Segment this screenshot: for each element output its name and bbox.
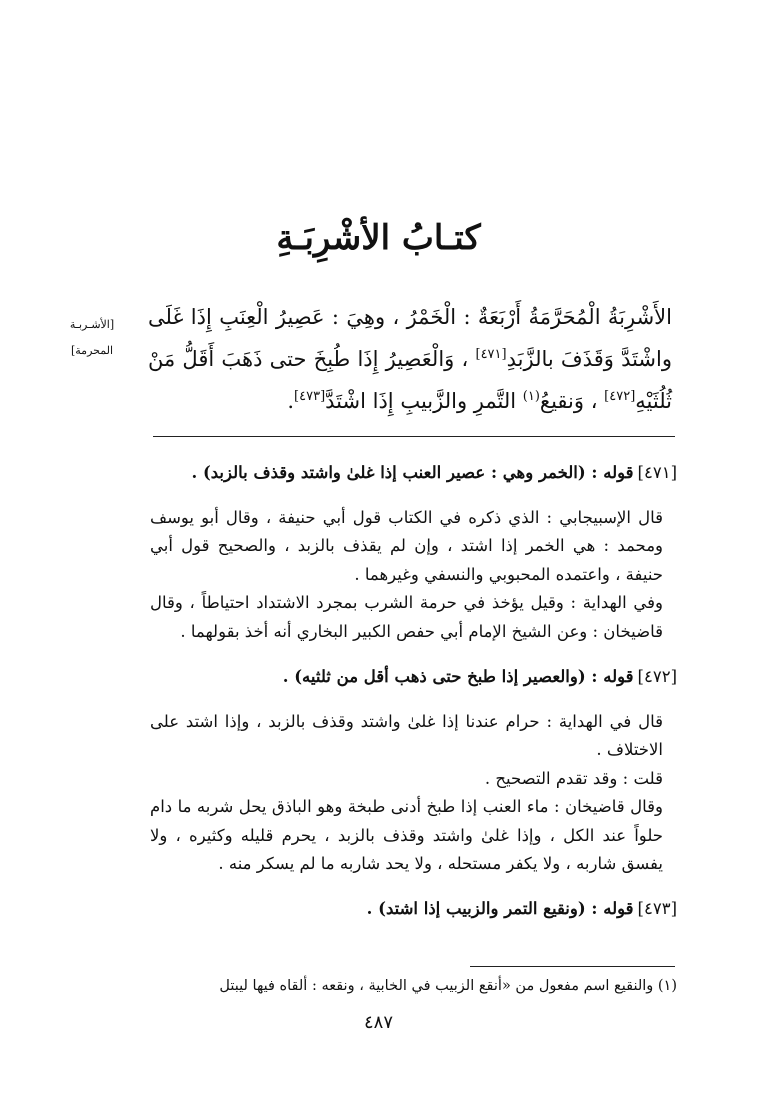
commentary-entry — [150, 895, 677, 924]
footnote: (١) والنقيع اسم مفعول من «أنقع الزبيب في الخابية ، ونقعه : ألقاه فيها ليبتل — [219, 978, 677, 994]
commentary-paragraph: قال الإسبيجابي : الذي ذكره في الكتاب قول أبي حنيفة ، وقال أبو يوسف ومحمد : هي الخمر إذا اشتد ، وإن لم يقذف بالزبد ، والصحيح قول أبي حنيفة ، واعتمده المحبوبي والنسفي وغيرهما . — [150, 507, 663, 584]
margin-note: [الأشـربـة المحرمة] — [69, 318, 115, 357]
section-divider — [153, 436, 675, 437]
footnote-divider — [470, 966, 675, 967]
main-text-paragraph — [148, 298, 672, 420]
commentary-paragraph: قال في الهداية : حرام عندنا إذا غلىٰ واشتد وقذف بالزبد ، وإذا اشتد على الاختلاف . — [150, 711, 663, 759]
main-text-part: التَّمرِ والزَّبيبِ إِذَا اشْتَدَّ — [325, 389, 517, 413]
commentary-body — [150, 504, 677, 647]
commentary-paragraph: وقال قاضيخان : ماء العنب إذا طبخ أدنى طبخة وهو الباذق يحل شربه ما دام حلواً عند الكل ، وإذا غلىٰ واشتد وقذف بالزبد ، يحرم قليله وكثيره ، ولا يفسق شاربه ، ولا يكفر مستحله ، ولا يحد شاربه ما لم يسكر منه . — [150, 797, 663, 873]
entry-number: [٤٧٢] — [637, 666, 677, 686]
commentary-heading — [150, 459, 677, 488]
entry-number: [٤٧٣] — [637, 899, 677, 918]
commentary-reference: [٤٧٣] — [294, 389, 326, 404]
main-text-part: ، وَالْعَصِيرُ إِذَا طُبِخَ حتى ذَهَبَ أَقَلُّ مَنْ ثُلُثَيْهِ — [148, 347, 672, 413]
commentary-heading — [150, 895, 677, 924]
commentary-body — [150, 708, 677, 879]
commentary — [150, 442, 677, 940]
main-text — [148, 298, 672, 420]
entry-number: [٤٧١] — [637, 462, 677, 482]
commentary-paragraph: وفي الهداية : وقيل يؤخذ في حرمة الشرب بمجرد الاشتداد احتياطاً ، وقال قاضيخان : وعن الشيخ الإمام أبي حفص الكبير البخاري أنه أخذ بقولهما . — [150, 593, 663, 641]
page-number: ٤٨٧ — [363, 1012, 393, 1033]
commentary-reference: [٤٧٢] — [604, 389, 636, 404]
commentary-heading — [150, 663, 677, 692]
footnote-reference: (١) — [522, 389, 540, 404]
heading-text: قوله : (الخمر وهي : عصير العنب إذا غلىٰ واشتد وقذف بالزبد) . — [191, 462, 634, 482]
commentary-reference: [٤٧١] — [475, 347, 507, 362]
commentary-entry — [150, 663, 677, 879]
main-text-part: . — [287, 389, 295, 413]
chapter-title: كتـابُ الأشْرِبَـةِ — [276, 218, 481, 258]
commentary-entry — [150, 459, 677, 647]
main-text-part: الأَشْرِبَةُ الْمُحَرَّمَةُ أَرْبَعَةٌ : الْخَمْرُ ، وهِيَ : عَصِيرُ الْعِنَبِ إِذَا غَلَى واشْتَدَّ وَقَذَفَ بالزَّبَدِ — [148, 305, 672, 371]
main-text-part: ، وَنقيعُ — [539, 389, 598, 413]
heading-text: قوله : (ونقيع التمر والزبيب إذا اشتد) . — [366, 899, 634, 918]
commentary-paragraph: قلت : وقد تقدم التصحيح . — [484, 768, 663, 788]
heading-text: قوله : (والعصير إذا طبخ حتى ذهب أقل من ثلثيه) . — [282, 666, 634, 686]
